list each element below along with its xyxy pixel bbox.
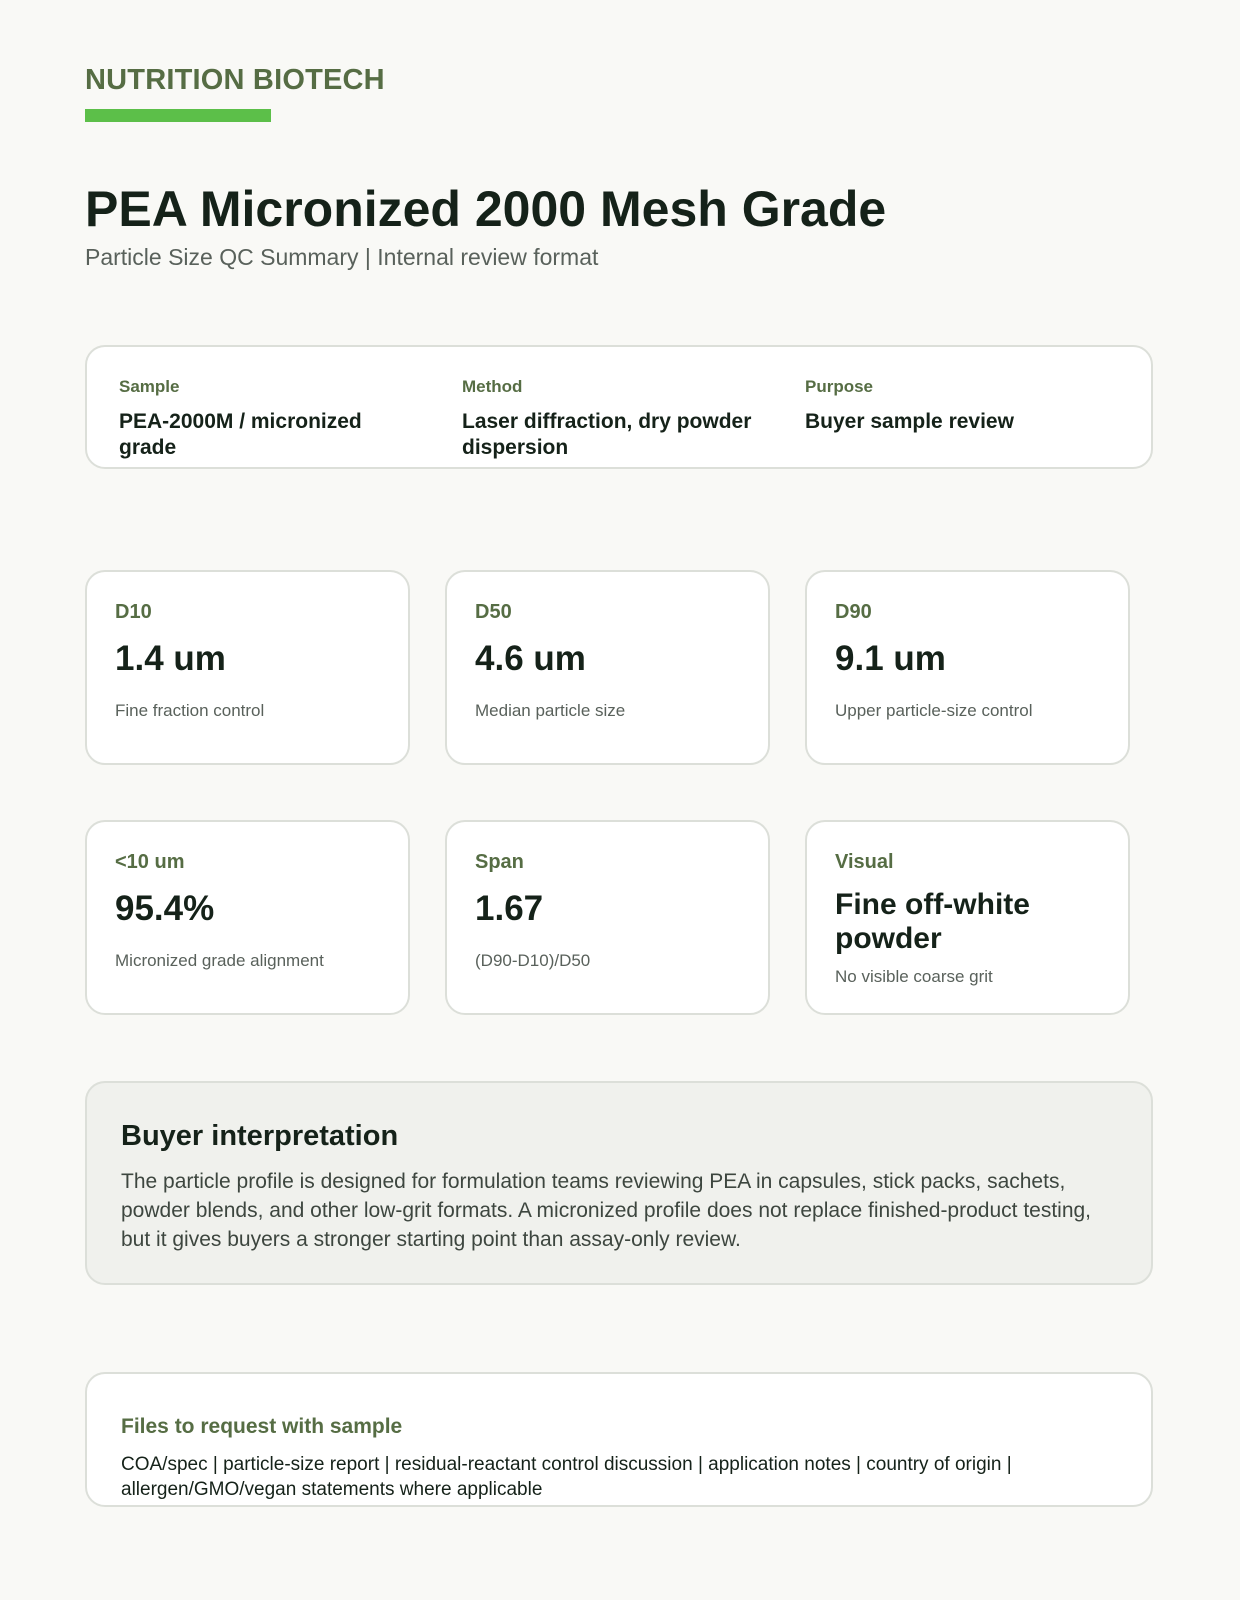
files-list: COA/spec | particle-size report | residual-reactant control discussion | application notes | country of origin | allergen/GMO/vegan statements where applicable <box>121 1454 1012 1500</box>
page-title: PEA Micronized 2000 Mesh Grade <box>85 181 887 237</box>
sample-info-panel <box>85 345 1153 469</box>
metric-card-span <box>445 820 770 1015</box>
metric-value: Fine off-white powder <box>835 888 1030 955</box>
purpose-label: Purpose <box>805 377 874 396</box>
metric-card-d10 <box>85 570 410 765</box>
metric-label: Visual <box>835 851 894 873</box>
metric-note: Upper particle-size control <box>835 701 1033 720</box>
page-subtitle: Particle Size QC Summary | Internal review format <box>85 244 599 270</box>
metric-value: 1.67 <box>475 889 544 928</box>
interpretation-title: Buyer interpretation <box>121 1120 399 1152</box>
metric-value: 9.1 um <box>835 639 946 678</box>
interpretation-body: The particle profile is designed for formulation teams reviewing PEA in capsules, stick packs, sachets, powder blends, and other low-grit formats. A micronized profile does not replace finished-product testing, but it gives buyers a stronger starting point than assay-only review. <box>121 1170 1092 1251</box>
method-label: Method <box>462 377 523 396</box>
method-info <box>462 377 752 461</box>
metric-label: <10 um <box>115 851 185 873</box>
metric-label: Span <box>475 851 524 873</box>
brand-accent-bar <box>85 109 271 122</box>
files-request-panel <box>85 1372 1153 1507</box>
buyer-interpretation-panel <box>85 1081 1153 1285</box>
metric-value: 95.4% <box>115 889 215 928</box>
metric-label: D90 <box>835 601 872 623</box>
metric-note: Micronized grade alignment <box>115 951 324 970</box>
purpose-value: Buyer sample review <box>805 410 1014 433</box>
metric-card-under-10um <box>85 820 410 1015</box>
metric-note: (D90-D10)/D50 <box>475 951 591 970</box>
purpose-info <box>805 377 1095 435</box>
sample-label: Sample <box>119 377 180 396</box>
metric-card-d50 <box>445 570 770 765</box>
metric-value: 4.6 um <box>475 639 586 678</box>
metric-card-d90 <box>805 570 1130 765</box>
metric-label: D50 <box>475 601 512 623</box>
files-title: Files to request with sample <box>121 1415 403 1438</box>
metric-note: No visible coarse grit <box>835 967 993 986</box>
sample-info <box>119 377 409 461</box>
method-value: Laser diffraction, dry powder dispersion <box>462 410 752 459</box>
metric-note: Median particle size <box>475 701 626 720</box>
brand-name: NUTRITION BIOTECH <box>85 64 385 96</box>
metric-card-visual <box>805 820 1130 1015</box>
sample-value: PEA-2000M / micronized grade <box>119 410 362 459</box>
metric-value: 1.4 um <box>115 639 226 678</box>
metric-note: Fine fraction control <box>115 701 265 720</box>
metric-label: D10 <box>115 601 152 623</box>
